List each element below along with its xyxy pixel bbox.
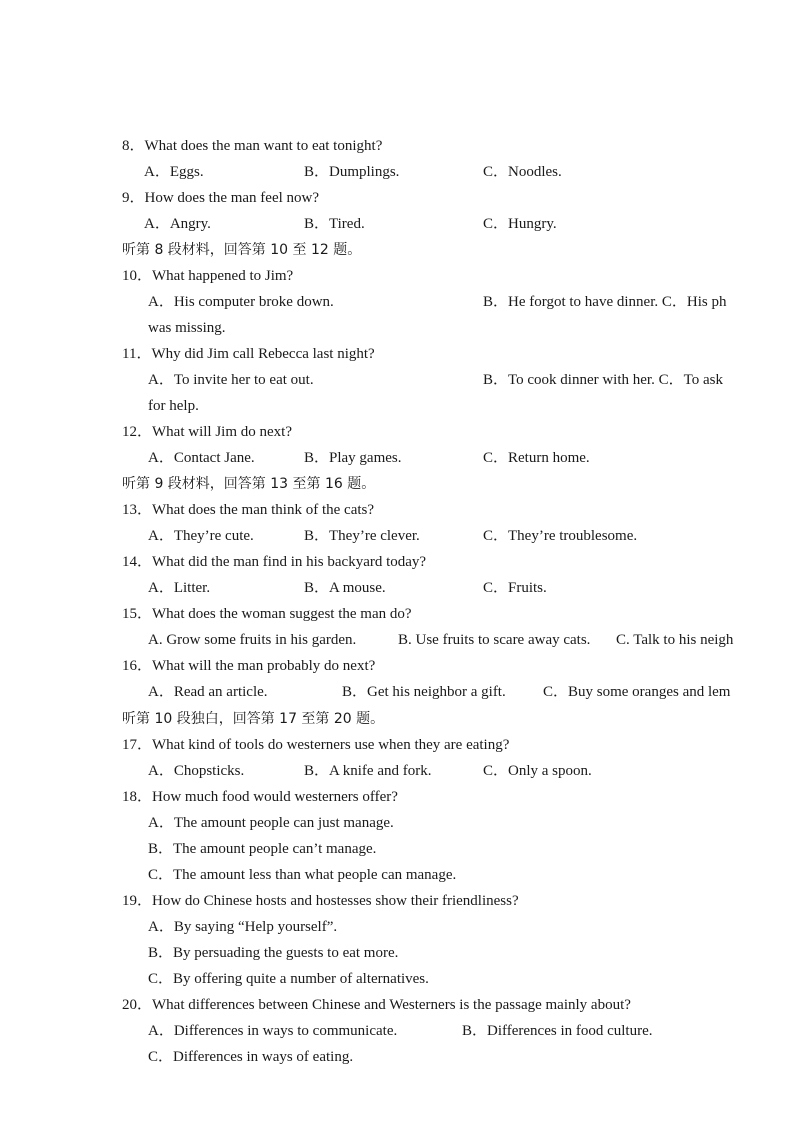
question-11-wrap: for help. — [148, 398, 199, 414]
question-14-stem: 14．What did the man find in his backyard today? — [122, 554, 427, 570]
question-13-option-b: B．They’re clever. — [304, 528, 420, 544]
question-15-option-c: C. Talk to his neigh — [616, 632, 734, 648]
question-15-stem: 15．What does the woman suggest the man do? — [122, 606, 412, 622]
question-8-option-a: A．Eggs. — [144, 164, 204, 180]
question-17-option-a: A．Chopsticks. — [148, 763, 245, 779]
question-14-option-b: B．A mouse. — [304, 580, 386, 596]
question-16-option-a: A．Read an article. — [148, 684, 268, 700]
question-14-option-c: C．Fruits. — [483, 580, 547, 596]
question-12-stem: 12．What will Jim do next? — [122, 424, 292, 440]
question-12-option-c: C．Return home. — [483, 450, 590, 466]
question-17-option-b: B．A knife and fork. — [304, 763, 432, 779]
question-20-stem: 20．What differences between Chinese and Westerners is the passage mainly about? — [122, 997, 631, 1013]
question-18-option-c: C．The amount less than what people can manage. — [148, 867, 457, 883]
section-9-heading: 听第 9 段材料，回答第 13 至第 16 题。 — [122, 476, 376, 492]
question-13-stem: 13．What does the man think of the cats? — [122, 502, 375, 518]
question-13-option-a: A．They’re cute. — [148, 528, 254, 544]
question-9-option-b: B．Tired. — [304, 216, 365, 232]
question-19-option-a: A．By saying “Help yourself”. — [148, 919, 338, 935]
question-9-option-c: C．Hungry. — [483, 216, 557, 232]
question-19-stem: 19．How do Chinese hosts and hostesses show their friendliness? — [122, 893, 519, 909]
question-18-option-a: A．The amount people can just manage. — [148, 815, 394, 831]
question-20-option-c: C．Differences in ways of eating. — [148, 1049, 354, 1065]
question-9-option-a: A．Angry. — [144, 216, 211, 232]
section-10-heading: 听第 10 段独白，回答第 17 至第 20 题。 — [122, 711, 385, 727]
question-12-option-b: B．Play games. — [304, 450, 402, 466]
question-13-option-c: C．They’re troublesome. — [483, 528, 638, 544]
question-16-option-b: B．Get his neighbor a gift. — [342, 684, 506, 700]
question-8-option-b: B．Dumplings. — [304, 164, 400, 180]
question-10-stem: 10．What happened to Jim? — [122, 268, 294, 284]
question-19-option-c: C．By offering quite a number of alternatives. — [148, 971, 429, 987]
question-11-stem: 11．Why did Jim call Rebecca last night? — [122, 346, 375, 362]
question-17-option-c: C．Only a spoon. — [483, 763, 592, 779]
question-15-option-a: A. Grow some fruits in his garden. — [148, 632, 357, 648]
question-19-option-b: B．By persuading the guests to eat more. — [148, 945, 399, 961]
question-12-option-a: A．Contact Jane. — [148, 450, 255, 466]
section-8-heading: 听第 8 段材料，回答第 10 至 12 题。 — [122, 242, 362, 258]
question-16-stem: 16．What will the man probably do next? — [122, 658, 376, 674]
question-14-option-a: A．Litter. — [148, 580, 211, 596]
question-16-option-c: C．Buy some oranges and lem — [543, 684, 731, 700]
question-15-option-b: B. Use fruits to scare away cats. — [398, 632, 591, 648]
question-20-option-a: A．Differences in ways to communicate. — [148, 1023, 398, 1039]
question-20-option-b: B．Differences in food culture. — [462, 1023, 653, 1039]
question-18-stem: 18．How much food would westerners offer? — [122, 789, 398, 805]
question-8-stem: 8．What does the man want to eat tonight? — [122, 138, 383, 154]
question-9-stem: 9．How does the man feel now? — [122, 190, 320, 206]
question-11-option-a: A．To invite her to eat out. — [148, 372, 314, 388]
question-10-option-a: A．His computer broke down. — [148, 294, 334, 310]
question-10-wrap: was missing. — [148, 320, 226, 336]
question-18-option-b: B．The amount people can’t manage. — [148, 841, 377, 857]
question-8-option-c: C．Noodles. — [483, 164, 562, 180]
question-17-stem: 17．What kind of tools do westerners use when they are eating? — [122, 737, 510, 753]
question-10-option-bc: B．He forgot to have dinner. C．His ph — [483, 294, 727, 310]
question-11-option-bc: B．To cook dinner with her. C．To ask — [483, 372, 723, 388]
